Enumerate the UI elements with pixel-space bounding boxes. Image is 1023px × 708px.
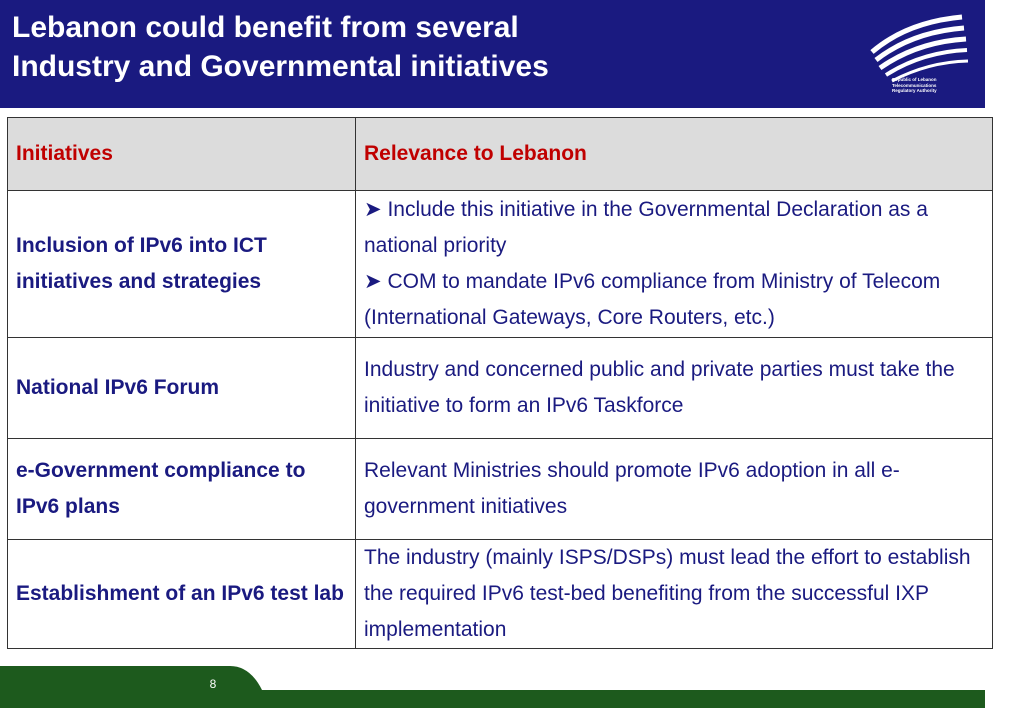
logo-text-line-3: Regulatory Authority: [892, 88, 937, 93]
logo-text-line-1: Republic of Lebanon: [892, 77, 937, 82]
arrow-bullet-icon: ➤: [364, 270, 382, 293]
initiative-cell: Establishment of an IPv6 test lab: [8, 540, 356, 649]
relevance-cell: The industry (mainly ISPS/DSPs) must lead the effort to establish the required IPv6 test-bed benefiting from the successful IXP implementation: [356, 540, 993, 649]
logo-caption: [892, 77, 972, 94]
initiatives-table: [7, 117, 993, 649]
arrow-bullet-icon: ➤: [364, 198, 382, 221]
footer-band: [0, 660, 985, 708]
relevance-cell: [356, 191, 993, 338]
bullet-text: Include this initiative in the Governmental Declaration as a national priority: [364, 198, 928, 257]
bullet-item: [364, 192, 984, 264]
logo-text-line-2: Telecommunications: [892, 82, 937, 88]
initiative-cell: National IPv6 Forum: [8, 338, 356, 439]
initiative-cell: e-Government compliance to IPv6 plans: [8, 439, 356, 540]
relevance-cell: Relevant Ministries should promote IPv6 adoption in all e-government initiatives: [356, 439, 993, 540]
bullet-item: [364, 264, 984, 336]
relevance-cell: Industry and concerned public and private parties must take the initiative to form an IPv6 Taskforce: [356, 338, 993, 439]
table-row: [8, 338, 993, 439]
header-relevance: Relevance to Lebanon: [356, 118, 993, 191]
page-number: 8: [209, 677, 217, 691]
table-row: [8, 191, 993, 338]
header-initiatives: Initiatives: [8, 118, 356, 191]
title-line-1: Lebanon could benefit from several: [12, 11, 519, 44]
table-row: [8, 540, 993, 649]
table-header-row: [8, 118, 993, 191]
slide-title: [12, 8, 832, 86]
title-line-2: Industry and Governmental initiatives: [12, 50, 549, 83]
table-row: [8, 439, 993, 540]
slide-header: [0, 0, 985, 108]
bullet-text: COM to mandate IPv6 compliance from Ministry of Telecom (International Gateways, Core Routers, etc.): [364, 270, 941, 329]
initiative-cell: Inclusion of IPv6 into ICT initiatives and strategies: [8, 191, 356, 338]
